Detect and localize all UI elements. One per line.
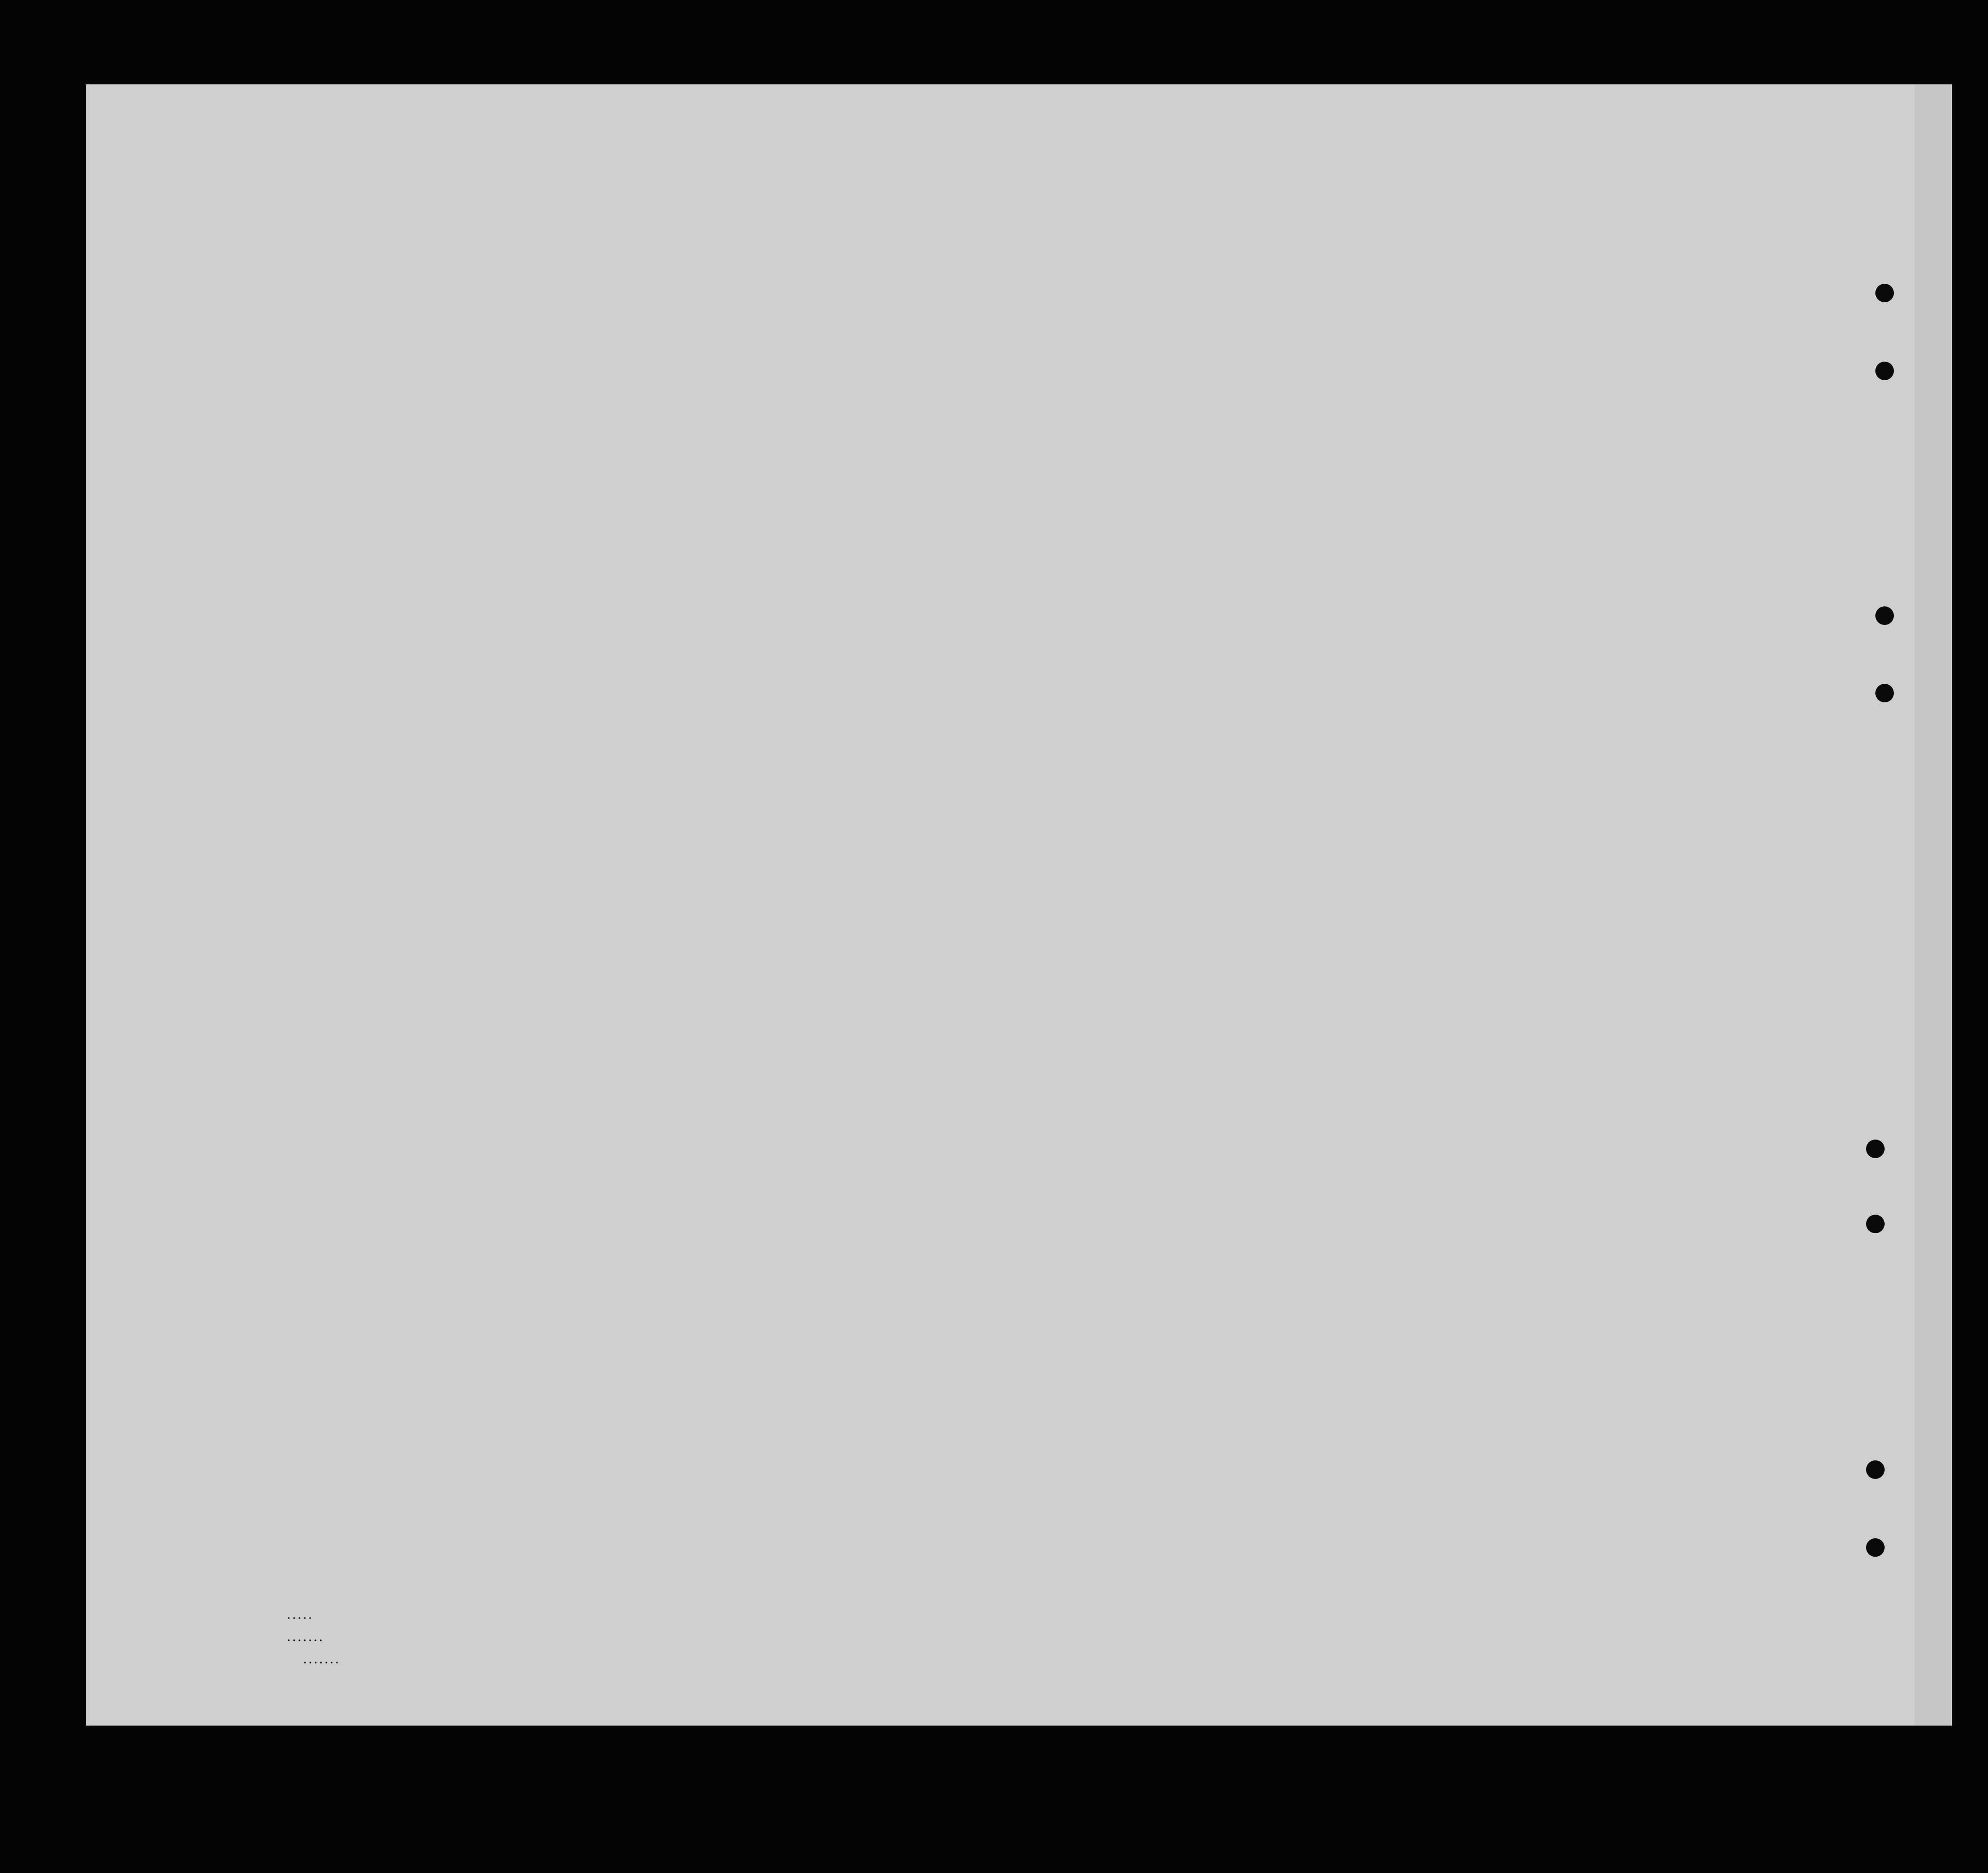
binder-hole bbox=[1866, 1460, 1885, 1479]
binder-hole bbox=[1875, 284, 1894, 302]
manifest-sheet bbox=[86, 84, 1915, 1726]
binder-hole bbox=[1866, 1215, 1885, 1233]
binder-hole bbox=[1866, 1538, 1885, 1557]
us-citizens-label: . . . . . . . bbox=[287, 1632, 322, 1644]
total-passengers-label: . . . . . bbox=[287, 1610, 312, 1621]
binder-hole bbox=[1875, 362, 1894, 380]
binder-hole bbox=[1866, 1140, 1885, 1158]
binder-hole bbox=[1875, 606, 1894, 625]
aliens-label: . . . . . . . bbox=[304, 1654, 338, 1666]
table-grid bbox=[86, 84, 1915, 1726]
binder-hole bbox=[1875, 684, 1894, 702]
facing-page-edge bbox=[1915, 84, 1952, 1726]
